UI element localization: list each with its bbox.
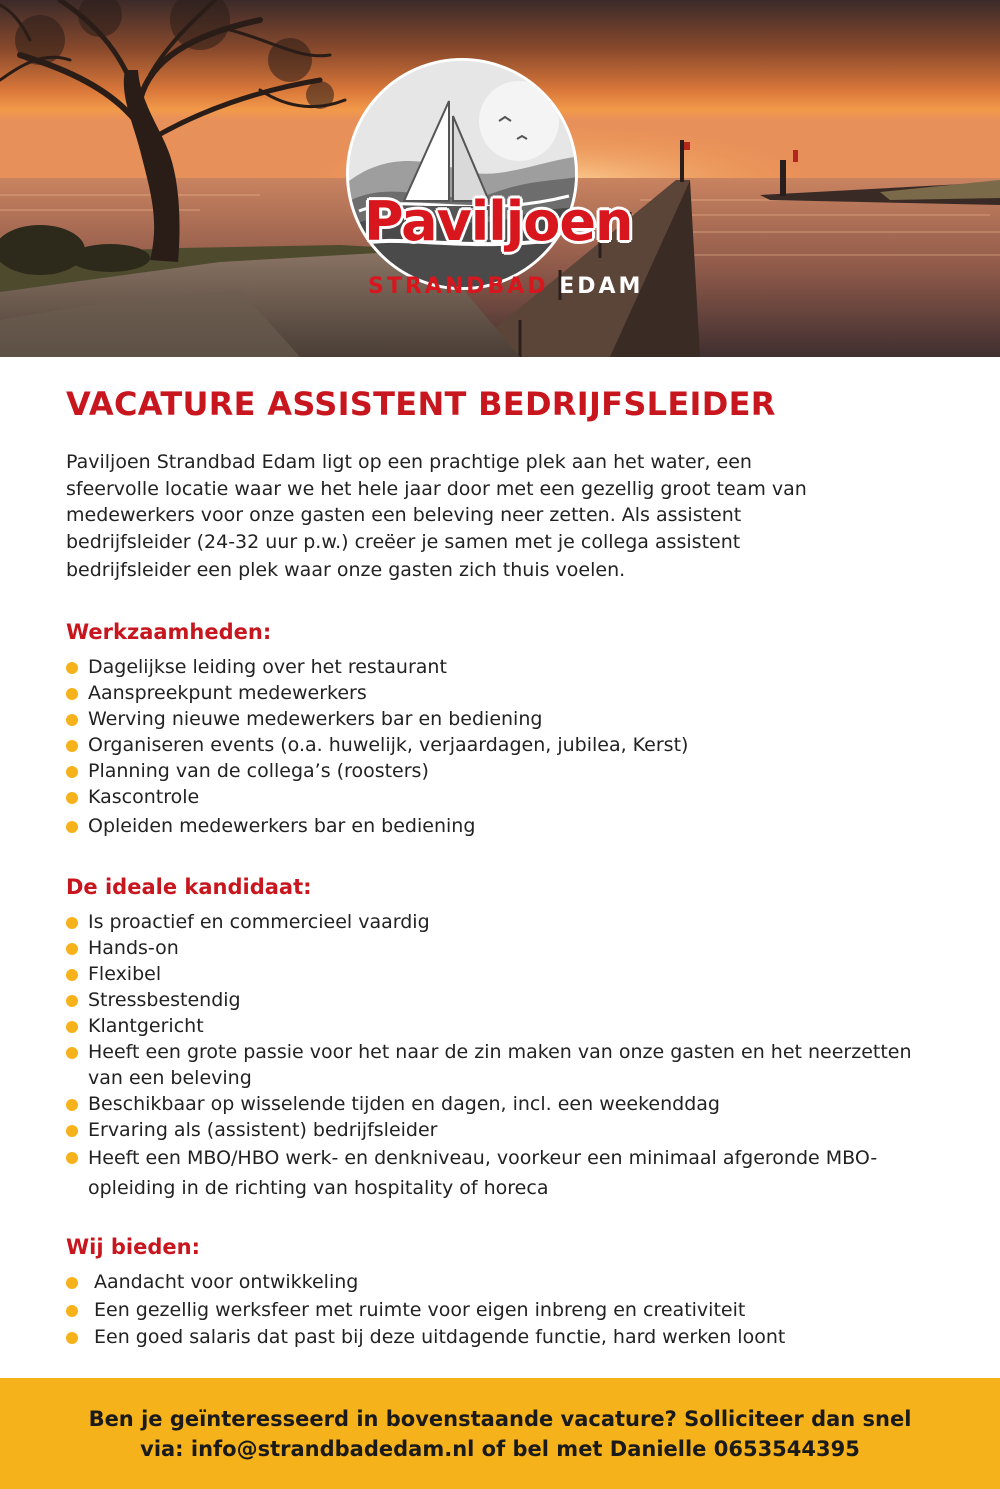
kandidaat-list bbox=[66, 909, 946, 1203]
section-werkzaamheden bbox=[66, 620, 688, 839]
list-item bbox=[66, 1297, 946, 1325]
list-item-text: Stressbestendig bbox=[88, 989, 241, 1011]
list-item bbox=[66, 1117, 946, 1143]
intro-line: Paviljoen Strandbad Edam ligt op een prachtige plek aan het water, een bbox=[66, 451, 752, 473]
list-item bbox=[66, 1143, 946, 1203]
logo-sub-strandbad: STRANDBAD bbox=[368, 274, 549, 299]
intro-line: medewerkers voor onze gasten een beleving neer zetten. Als assistent bbox=[66, 504, 742, 526]
list-item-text: Opleiden medewerkers bar en bediening bbox=[88, 815, 476, 837]
list-item-text: Klantgericht bbox=[88, 1015, 204, 1037]
list-item bbox=[66, 961, 946, 987]
intro-line: bedrijfsleider (24-32 uur p.w.) creëer je samen met je collega assistent bbox=[66, 530, 741, 553]
bullet-icon bbox=[66, 1099, 78, 1111]
bullet-icon bbox=[66, 792, 78, 804]
intro-paragraph bbox=[66, 449, 946, 584]
list-item bbox=[66, 909, 946, 935]
list-item bbox=[66, 1013, 946, 1039]
bullet-icon bbox=[66, 1332, 78, 1344]
list-item-text: Een goed salaris dat past bij deze uitdagende functie, hard werken loont bbox=[94, 1326, 786, 1348]
list-item bbox=[66, 706, 688, 732]
list-item bbox=[66, 987, 946, 1013]
bullet-icon bbox=[66, 1277, 78, 1289]
bullet-icon bbox=[66, 714, 78, 726]
bullet-icon bbox=[66, 821, 78, 833]
list-item-text: Ervaring als (assistent) bedrijfsleider bbox=[88, 1119, 438, 1141]
list-item bbox=[66, 1269, 946, 1297]
section-title: Werkzaamheden: bbox=[66, 620, 272, 644]
bullet-icon bbox=[66, 1047, 78, 1059]
logo-subtitle bbox=[368, 274, 643, 299]
list-item bbox=[66, 813, 688, 839]
list-item-text: Aandacht voor ontwikkeling bbox=[94, 1271, 359, 1293]
bullet-icon bbox=[66, 662, 78, 674]
bullet-icon bbox=[66, 943, 78, 955]
apply-banner bbox=[0, 1378, 1000, 1489]
bullet-icon bbox=[66, 917, 78, 929]
bullet-icon bbox=[66, 688, 78, 700]
section-wij-bieden bbox=[66, 1235, 946, 1352]
logo-sub-edam: EDAM bbox=[559, 274, 644, 299]
list-item bbox=[66, 1091, 946, 1117]
list-item bbox=[66, 654, 688, 680]
list-item-text: Werving nieuwe medewerkers bar en bediening bbox=[88, 708, 543, 730]
list-item-text: Dagelijkse leiding over het restaurant bbox=[88, 656, 447, 678]
bullet-icon bbox=[66, 1305, 78, 1317]
werkzaamheden-list bbox=[66, 654, 688, 839]
intro-line: bedrijfsleider een plek waar onze gasten zich thuis voelen. bbox=[66, 559, 626, 581]
logo-name: Paviljoen bbox=[364, 190, 633, 253]
page-title: VACATURE ASSISTENT BEDRIJFSLEIDER bbox=[66, 385, 776, 423]
hero-photo bbox=[0, 0, 1000, 357]
list-item-text: Organiseren events (o.a. huwelijk, verjaardagen, jubilea, Kerst) bbox=[88, 734, 689, 756]
list-item bbox=[66, 935, 946, 961]
bullet-icon bbox=[66, 1021, 78, 1033]
list-item-text: Hands-on bbox=[88, 937, 179, 959]
list-item bbox=[66, 1324, 946, 1352]
bieden-list bbox=[66, 1269, 946, 1352]
vacancy-content bbox=[66, 385, 946, 1348]
section-title: De ideale kandidaat: bbox=[66, 875, 312, 899]
list-item-text: Flexibel bbox=[88, 963, 162, 985]
list-item-text: Een gezellig werksfeer met ruimte voor eigen inbreng en creativiteit bbox=[94, 1298, 746, 1321]
list-item bbox=[66, 758, 688, 784]
list-item-text: Planning van de collega’s (roosters) bbox=[88, 760, 429, 782]
bullet-icon bbox=[66, 740, 78, 752]
list-item-text: Heeft een grote passie voor het naar de zin maken van onze gasten en het neerzetten van een beleving bbox=[88, 1041, 912, 1089]
apply-text-line-1: Ben je geïnteresseerd in bovenstaande vacature? Solliciteer dan snel bbox=[88, 1406, 912, 1431]
list-item bbox=[66, 1039, 946, 1091]
list-item-text: Heeft een MBO/HBO werk- en denkniveau, voorkeur een minimaal afgeronde MBO-opleiding in de richting van hospitality of horeca bbox=[88, 1147, 878, 1199]
bullet-icon bbox=[66, 969, 78, 981]
sailboat-wave-icon bbox=[346, 58, 578, 290]
list-item-text: Aanspreekpunt medewerkers bbox=[88, 682, 367, 704]
apply-text-line-2[interactable]: via: info@strandbadedam.nl of bel met Danielle 0653544395 bbox=[140, 1436, 860, 1461]
bullet-icon bbox=[66, 766, 78, 778]
list-item-text: Kascontrole bbox=[88, 786, 200, 808]
bullet-icon bbox=[66, 995, 78, 1007]
section-ideale-kandidaat bbox=[66, 875, 946, 1203]
section-title: Wij bieden: bbox=[66, 1235, 200, 1259]
list-item bbox=[66, 732, 688, 758]
intro-line: sfeervolle locatie waar we het hele jaar door met een gezellig groot team van bbox=[66, 477, 807, 500]
list-item bbox=[66, 680, 688, 706]
list-item-text: Is proactief en commercieel vaardig bbox=[88, 911, 430, 933]
bullet-icon bbox=[66, 1125, 78, 1137]
list-item-text: Beschikbaar op wisselende tijden en dagen, incl. een weekenddag bbox=[88, 1093, 720, 1115]
list-item bbox=[66, 784, 688, 810]
bullet-icon bbox=[66, 1152, 78, 1164]
paviljoen-logo bbox=[340, 38, 660, 308]
